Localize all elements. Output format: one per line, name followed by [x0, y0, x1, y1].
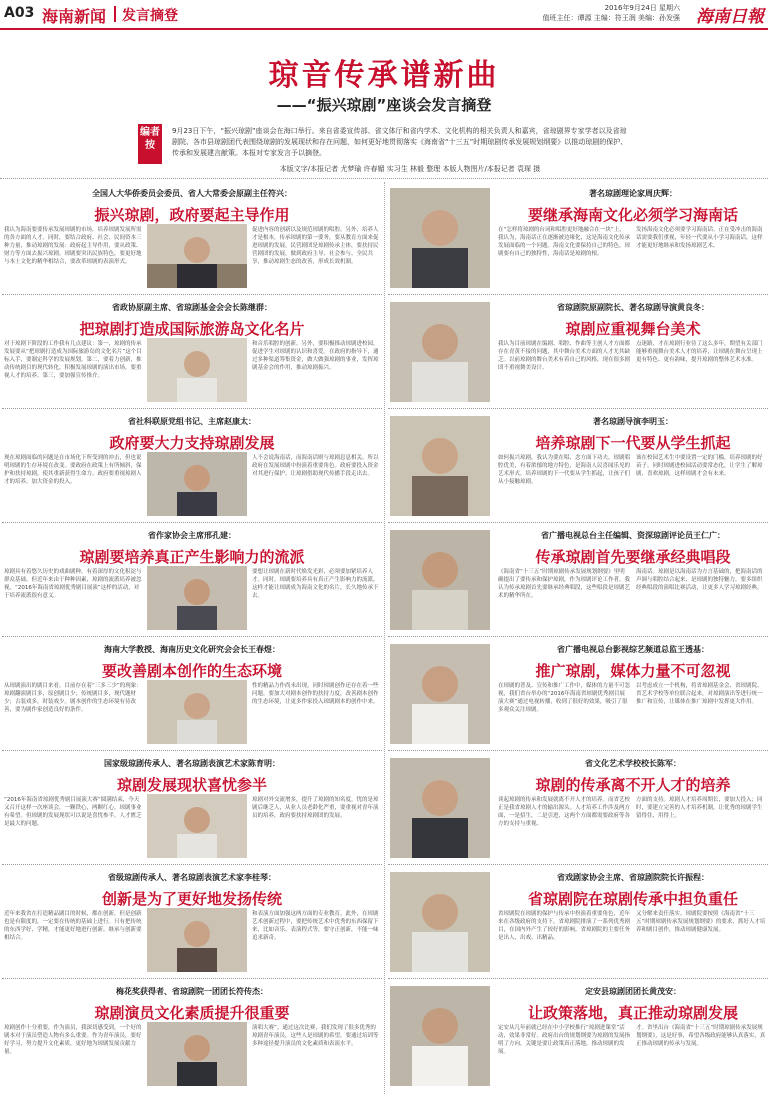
article-title: 推广琼剧，媒体力量不可忽视 — [535, 662, 731, 680]
article-zhou-qinghui — [388, 182, 768, 295]
article-fu-chuanjie — [2, 980, 382, 1092]
article-title: 要改善剧本创作的生态环境 — [101, 662, 282, 680]
portrait-photo — [147, 452, 247, 516]
editor-line: 值班主任：谭源 主编：符王润 美编：孙发强 — [542, 14, 680, 22]
masthead-divider — [114, 6, 116, 22]
article-body: 现在琼剧面临的问题是在市场化下所受到的冲击，但也说明琼剧的生存环境在改变。要政府在政策上有所倾斜，保护和扶持琼剧，使其重新获得生命力。政府要重视琼剧人才的培养，加大资金的投入。 — [4, 455, 142, 485]
speaker-line: 定安县琼剧团团长黄茂安： — [585, 987, 681, 996]
article-body-cont: 和音乐唱腔的创新。另外，要积极推动琼剧进校园，促进学生对琼剧的认识和喜爱。在政府的指导下，通过多种渠道筹集资金，做大做强琼剧的事业，发挥琼剧基金会的作用，推动琼剧振兴。 — [252, 341, 379, 371]
portrait-photo — [147, 680, 247, 744]
article-title: 琼剧的传承离不开人才的培养 — [535, 776, 731, 794]
speaker-line: 梅花奖获得者、省琼剧院一团团长符传杰： — [116, 987, 268, 996]
speaker-line: 著名琼剧理论家周庆辉： — [589, 189, 677, 198]
article-body-cont: 要想让琼剧在新时代焕发光彩，必须要加紧培养人才。同时，琼剧要培养具有真正产生影响力的流派，这样才能让琼剧成为海南文化的名片，长久地传承下去。 — [252, 569, 379, 599]
speaker-line: 省琼剧院原副院长、著名琼剧导演黄良冬： — [557, 303, 709, 312]
speaker-line: 省政协原副主席、省琼剧基金会会长陈继群： — [112, 303, 272, 312]
article-huang-maoan — [388, 980, 768, 1092]
issue-meta — [543, 3, 680, 23]
article-body: 对于琼剧下阶段的工作我有几点建议：第一，琼剧的传承发展要从“把琼剧打造成为国际旅游岛的文化名片”这个目标入手，要制定科学的发展规划。第二，要着力创新，推动传统剧目的现代转化，积极发展琼剧的演出市场，要重视人才的培养。第三，要加强宣传推介。 — [4, 341, 142, 379]
portrait-photo — [390, 188, 490, 288]
speaker-line: 省广播电视总台影视综艺频道总监王透基： — [557, 645, 709, 654]
newspaper-logo: 海南日報 — [696, 7, 764, 27]
speaker-line: 省社科联原党组书记、主席赵康太： — [128, 417, 256, 426]
portrait-photo — [390, 758, 490, 858]
article-body: 谈起琼剧的传承和发展就离不开人才的培养。而省艺校正是我省琼剧人才的输出源头。人才培养工作涉及两方面，一是招生，二是引进，这两个方面都需要政府等各方的支持与重视。 — [498, 797, 630, 827]
speaker-line: 省文化艺术学校校长陈军： — [585, 759, 681, 768]
article-li-mingyu — [388, 410, 768, 523]
article-body: 《海南省“十三五”时期琼剧传承发展规划纲要》里明确提出了要传承和保护琼剧，作为琼剧评论工作者，我认为传承琼剧首先要继承经典唱段，这些唱段是琼剧艺术的精华所在。 — [498, 569, 630, 599]
article-body-cont: 又分解来责任落实。琼剧院要按照《海南省“十三五”时期琼剧传承发展规划纲要》的要求，抓好人才培养和剧目创作，推动琼剧健康发展。 — [636, 911, 766, 933]
speaker-line: 国家级琼剧传承人、著名琼剧表演艺术家陈育明： — [104, 759, 280, 768]
article-xing-kongjian — [2, 524, 382, 637]
portrait-photo — [147, 338, 247, 402]
article-body-cont: 方面的支持。琼剧人才培养周期长，要加大投入；同时，要建立完善的人才培养机制，让优秀的琼剧学生留得住、用得上。 — [636, 797, 763, 819]
article-title: 传承琼剧首先要继承经典唱段 — [535, 548, 731, 566]
article-body: 近年来我省在打造精品剧目的时候，都在创新，但是创新也是有限度的，一定要在传统的基础上进行。只有把传统的东西学好、学精，才能更好地进行创新。继承与创新要相结合。 — [4, 911, 142, 941]
article-title: 让政策落地，真正推动琼剧发展 — [527, 1004, 738, 1022]
article-body: 我认为海南要要传承发展琼剧的市场，培养琼剧发展所需的各方面的人才。同时，要结合政府、社会、民间资本三种力量，推动琼剧的发展：政府起主导作用，要从政策、财力等方面去振兴琼剧。琼剧要突出民族特色，要更好地与本土文化的精华相结合，要改革琼剧的表演形式。 — [4, 227, 142, 265]
article-wang-touji — [388, 638, 768, 751]
intro-paragraph: 9月23日下午，“振兴琼剧”座谈会在海口举行。来自省委宣传部、省文体厅和省内学术、文化机构的相关负责人和嘉宾，省琼剧界专家学者以及省琼剧院、各市县琼剧团代表围绕琼剧的发展现状和存在问题，如何更好地贯彻落实《海南省“十三五”时期琼剧传承发展规划纲要》以推动琼剧的保护、传承和发展建言献策。本报对专家发言予以摘登。 — [172, 127, 628, 157]
article-body-cont: 人不会说海南话，而海南话则与琼剧息息相关。所以政府在发展琼剧中扮演着重要角色。政府要投入资金对其进行保护。让琼剧借助现代传播手段走出去。 — [252, 455, 379, 477]
portrait-photo — [390, 416, 490, 516]
article-xu-zhencheng — [388, 866, 768, 979]
portrait-photo — [390, 302, 490, 402]
article-wang-chunyu — [2, 638, 382, 751]
article-title: 创新是为了更好地发扬传统 — [101, 890, 282, 908]
article-body-cont: 该在校园艺术生中要设置一定的门槛，培养琼剧的好苗子。同时琼剧进校园活动要常态化，让学生了解琼剧、喜欢琼剧，这样琼剧才会有未来。 — [636, 455, 763, 477]
article-body: 从琼剧演出的剧目来看，目前存在着“三多三少”的现象：琼剧翻演剧目多，原创剧目少；传统剧目多，现代题材少；古装戏多，时装戏少。剧本创作的生态环境有待改善，要为剧作家创造良好的条件。 — [4, 683, 142, 713]
portrait-photo — [147, 1022, 247, 1086]
portrait-photo — [147, 566, 247, 630]
article-body-cont: 性的精品力作尚未出现。同时琼剧创作还存在着一些问题。要加大对剧本创作的扶持力度，改善剧本创作的生态环境，让更多作家投入琼剧剧本的创作中来。 — [252, 683, 379, 705]
article-title: 琼剧发展现状喜忧参半 — [116, 776, 267, 794]
article-body: 省琼剧院在琼剧的保护与传承中扮演着重要角色，近年来在各级政府的支持下，省琼剧院排演了一系列优秀剧目，在国内外产生了较好的影响。省琼剧院的主要任务是出人、出戏、出精品。 — [498, 911, 630, 941]
article-body-cont: 和表演方面加强这两方面的专业教育。此外，在琼剧艺术创新过程中，要把传统艺术中优秀的东西保留下来，比如音乐、表演程式等，要守正创新，不能一味追求新奇。 — [252, 911, 379, 941]
portrait-photo — [390, 644, 490, 744]
page-number: A03 — [4, 5, 35, 21]
article-body-cont: 发扬海南文化必须要学习海南话。正在受冲击的海南话需要我们重视，年轻一代要从小学习海南话，这样才能更好地继承和发扬琼剧艺术。 — [636, 227, 763, 249]
article-body: 如何振兴琼剧，我认为要在唱、念方面下功夫。琼剧唱腔优美，有着浓郁的地方特色，是海南人民喜闻乐见的艺术形式。培养琼剧的下一代要从学生抓起，让孩子们从小接触琼剧。 — [498, 455, 630, 485]
article-body-cont: 海南话。琼剧是以海南话为方言基础的，把海南话的声调与唱腔结合起来，是琼剧的独特魅力。要多组织经典唱段的演唱比赛活动，让更多人学习琼剧经典。 — [636, 569, 763, 591]
article-body: 在“怎样将琼剧的台词和唱腔更好地融合在一块”上，我认为，海南话正在逐渐被边缘化，这是海南文化传承发展面临的一个问题。海南文化要保持自己的特色，琼剧要有自己的独特性，海南话是琼剧的根。 — [498, 227, 630, 257]
portrait-photo — [147, 908, 247, 972]
speaker-line: 省广播电视总台主任编辑、资深琼剧评论员王仁广： — [541, 531, 725, 540]
article-body: 在琼剧的普及、宣传和推广工作中，媒体的力量不可忽视，我们省台举办的“2016年海南省琼剧优秀剧目展演大赛”通过电视转播，收到了很好的效果，吸引了很多观众关注琼剧。 — [498, 683, 630, 713]
speaker-line: 省作家协会主席邢孔建： — [148, 531, 236, 540]
article-title: 琼剧应重视舞台美术 — [565, 320, 701, 338]
article-body-cont: 演唱大赛”。通过这次比赛，我们发现了很多优秀的琼剧青年演员，这些人是琼剧的希望。要通过培训等多种途径提升演员的文化素质和表演水平。 — [252, 1025, 379, 1047]
speaker-line: 全国人大华侨委员会委员、省人大常委会原副主任符兴： — [92, 189, 292, 198]
column-name: 发言摘登 — [122, 8, 178, 24]
masthead — [0, 0, 768, 30]
article-title: 把琼剧打造成国际旅游岛文化名片 — [79, 320, 305, 338]
page-title: 琼音传承谱新曲 — [268, 58, 500, 93]
section-name: 海南新闻 — [42, 7, 107, 26]
portrait-photo — [390, 872, 490, 972]
speaker-line: 著名琼剧导演李明玉： — [593, 417, 673, 426]
article-chen-yuming — [2, 752, 382, 865]
article-body-cont: 琼剧对外交流增多，提升了琼剧的知名度。忧的是琼剧后继乏人，从业人员老龄化严重，要重视对青年演员的培养，政府要扶持琼剧团的发展。 — [252, 797, 379, 819]
article-wang-renguang — [388, 524, 768, 637]
byline: 本版文字/本报记者 尤梦瑜 许春媚 实习生 林毅 整理 本版人物图片/本报记者 袁琛 摄 — [279, 165, 541, 173]
article-title: 要继承海南文化必须学习海南话 — [527, 206, 738, 224]
article-title: 振兴琼剧，政府要起主导作用 — [94, 206, 290, 224]
speaker-line: 省戏剧家协会主席、省琼剧院院长许振程： — [557, 873, 709, 882]
article-body: 定安从几年前就已经在中小学校推行“琼剧进课堂”活动，效果非常好。政府出台的规划纲要为琼剧的发展指明了方向，关键是要让政策真正落地，推动琼剧的发展。 — [498, 1025, 630, 1055]
article-title: 琼剧要培养真正产生影响力的流派 — [79, 548, 305, 566]
article-title: 省琼剧院在琼剧传承中担负重任 — [527, 890, 738, 908]
article-body-cont: 促进内容的创新以及规范琼剧的唱腔。另外，培养人才是根本，传承琼剧的第一要务，要从教育方面来促进琼剧的发展。民营剧团是琼剧传承主体，要扶持民营剧团的发展，做到政府主导、社会参与、全民共享，推动琼剧生态的改善，形成长效机制。 — [252, 227, 379, 265]
article-body-cont: 才。省里出台《海南省“十三五”时期琼剧传承发展规划纲要》，这是好事，希望各级政府能够认真落实，真正推动琼剧的传承与发展。 — [636, 1025, 766, 1047]
speaker-line: 省级琼剧传承人、著名琼剧表演艺术家李桂琴： — [108, 873, 276, 882]
article-title: 琼剧演员文化素质提升很重要 — [94, 1004, 290, 1022]
speaker-line: 海南大学教授、海南历史文化研究会会长王春煜： — [104, 645, 280, 654]
article-body-cont: 点迷路，才在琼剧行业待了这么多年，期望有关部门能够重视舞台美术人才的培养，让琼剧在舞台呈现上更有特色、更有韵味，提升琼剧的整体艺术水准。 — [636, 341, 763, 363]
page-subtitle: ——“振兴琼剧”座谈会发言摘登 — [276, 96, 492, 114]
article-body: “2016年海南省琼剧优秀剧目展演大赛”圆满结束，今天又召开这样一次座谈会，一颗铁心，两颗红心，琼剧事业有希望。但琼剧的发展现状可以说是喜忧参半，人才匮乏是最大的问题。 — [4, 797, 142, 827]
article-body: 琼剧创作十分重要，作为演员，我深切感受到，一个好的剧本对于演员塑造人物有多么重要。作为青年演员，要好好学习，努力提升文化素质，更好地为琼剧发展贡献力量。 — [4, 1025, 142, 1055]
article-zhao-kangtai — [2, 410, 382, 523]
portrait-photo — [147, 794, 247, 858]
portrait-photo — [390, 986, 490, 1086]
article-li-guiqin — [2, 866, 382, 979]
article-huang-liangdong — [388, 296, 768, 409]
article-chen-jun — [388, 752, 768, 865]
article-title: 培养琼剧下一代要从学生抓起 — [535, 434, 731, 452]
article-title: 政府要大力支持琼剧发展 — [109, 434, 275, 452]
portrait-photo — [147, 224, 247, 288]
article-body: 我认为目前琼剧在编剧、唱腔、作曲等主创人才方面都存在青黄不接的问题，其中舞台美术方面的人才尤其缺乏。以前琼剧的舞台美术有着自己的风格，现在很多剧团不重视舞美设计。 — [498, 341, 630, 371]
portrait-photo — [390, 530, 490, 630]
editor-note-tag: 编者按 — [138, 124, 162, 164]
issue-date: 2016年9月24日 星期六 — [604, 4, 680, 12]
article-body-cont: 以考虑成立一个机构，将省琼剧基金会、省琼剧院、省艺术学校等单位联合起来，对琼剧演出等进行统一推广和宣传，让媒体在推广琼剧中发挥更大作用。 — [636, 683, 763, 705]
article-fu-xing — [2, 182, 382, 295]
article-chen-jiqun — [2, 296, 382, 409]
column-divider — [384, 182, 385, 1094]
intro-divider — [0, 178, 768, 179]
article-body: 琼剧具有着悠久历史的戏曲剧种，有着深厚的文化积淀与群众基础。但近年来由于种种因素，琼剧的流派培养被忽视。“2016年海南省琼剧优秀剧目展演”这样的活动，对于培养流派很有意义。 — [4, 569, 142, 599]
